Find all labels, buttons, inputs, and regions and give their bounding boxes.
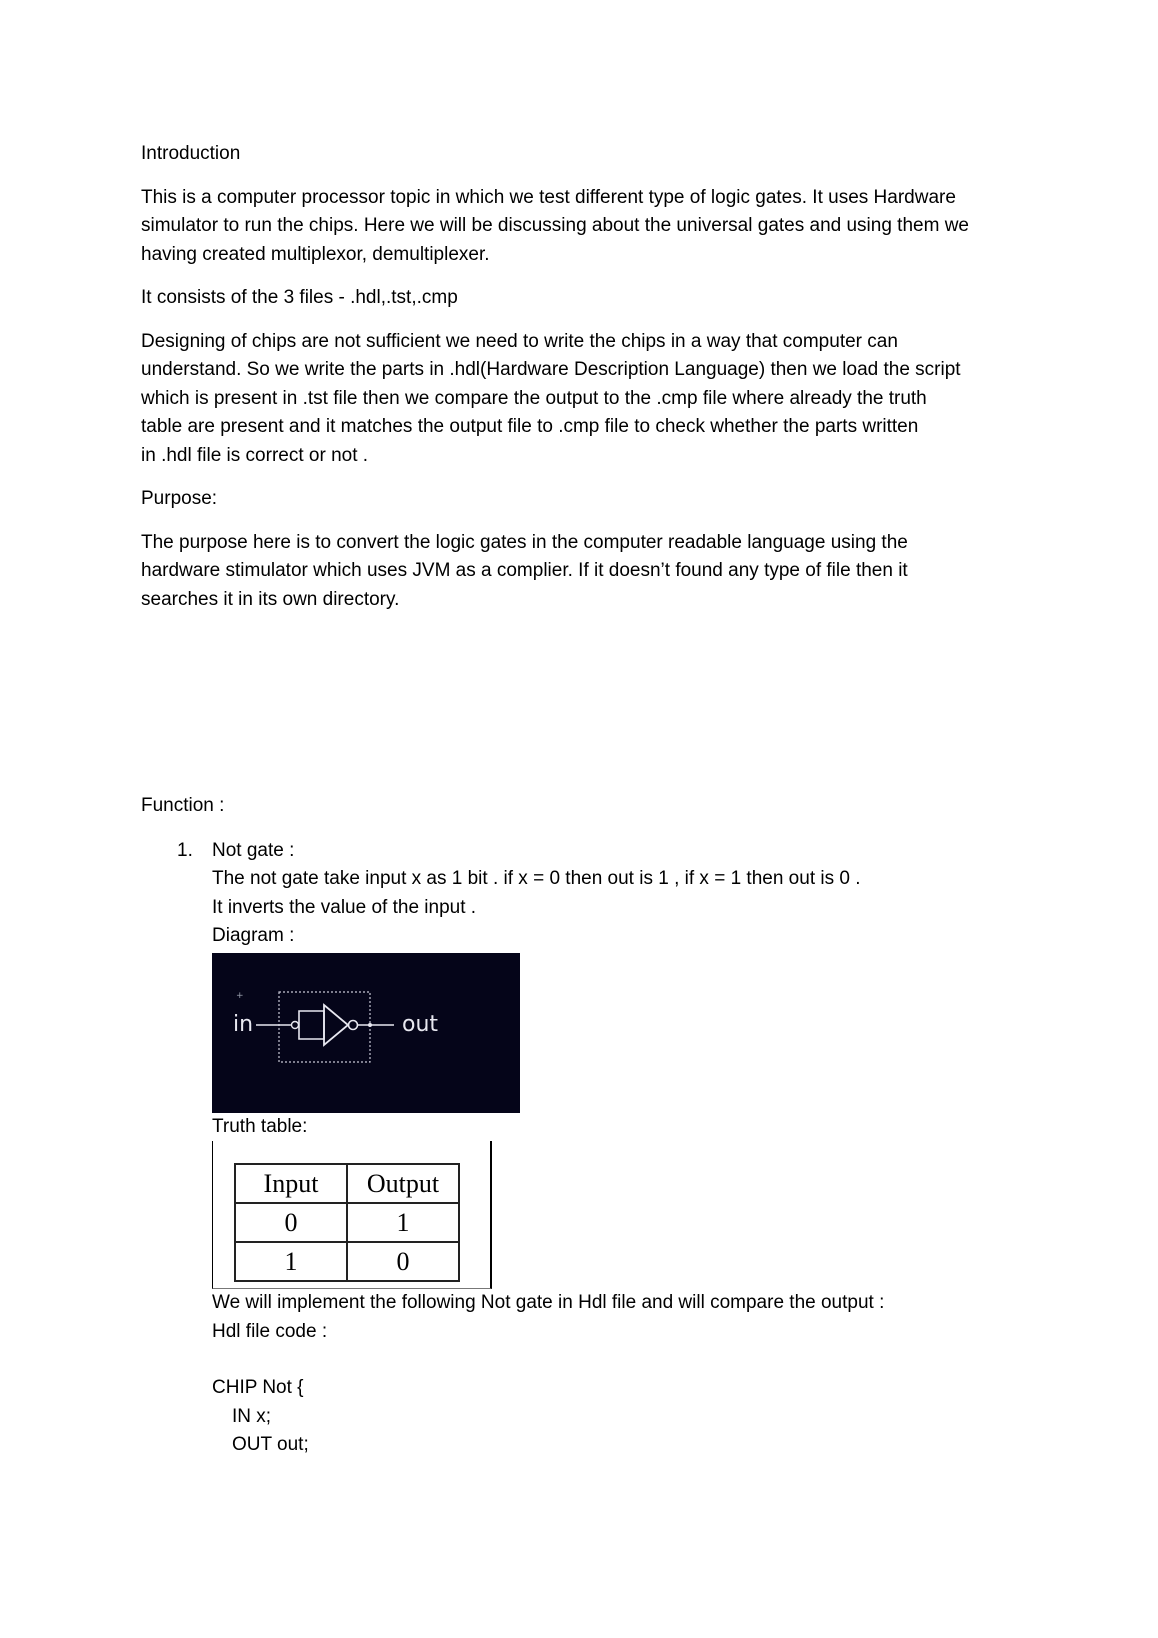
not-gate-desc: It inverts the value of the input . — [212, 896, 477, 918]
truth-table-label: Truth table: — [212, 1115, 308, 1137]
text-line: understand. So we write the parts in .hdl(Hardware Description Language) then we load the script — [141, 359, 961, 380]
input-pin — [292, 1021, 299, 1028]
not-gate-diagram — [212, 953, 520, 1113]
table-row — [235, 1164, 459, 1203]
design-paragraph — [141, 328, 1021, 471]
text-line: having created multiplexor, demultiplexer. — [141, 243, 490, 265]
text-line: hardware stimulator which uses JVM as a complier. If it doesn’t found any type of file then it — [141, 560, 908, 581]
output-pin — [368, 1023, 372, 1027]
text-line: This is a computer processor topic in which we test different type of logic gates. It uses Hardware — [141, 186, 956, 208]
text-line: simulator to run the chips. Here we will be discussing about the universal gates and using them we — [141, 215, 969, 236]
code-line: IN x; — [232, 1405, 272, 1427]
table-row — [235, 1242, 459, 1281]
implement-text: We will implement the following Not gate in Hdl file and will compare the output : — [212, 1292, 885, 1313]
table-cell: 0 — [347, 1242, 459, 1281]
code-label: Hdl file code : — [212, 1320, 328, 1342]
truth-table — [234, 1163, 460, 1282]
text-line: searches it in its own directory. — [141, 588, 400, 610]
not-gate-triangle-icon — [324, 1005, 348, 1045]
intro-paragraph — [141, 184, 1021, 270]
inverter-bubble-icon — [349, 1020, 358, 1029]
table-row — [235, 1203, 459, 1242]
table-cell: 1 — [347, 1203, 459, 1242]
inner-wire — [299, 1011, 324, 1039]
intro-heading: Introduction — [141, 143, 241, 164]
not-gate-desc: The not gate take input x as 1 bit . if x = 0 then out is 1 , if x = 1 then out is 0 . — [212, 868, 861, 889]
diagram-in-label: in — [233, 1011, 254, 1037]
list-number: 1. — [177, 839, 193, 861]
text-line: which is present in .tst file then we compare the output to the .cmp file where already the truth — [141, 387, 927, 409]
document-body — [141, 140, 1021, 1460]
table-cell: 1 — [235, 1242, 347, 1281]
text-line: in .hdl file is correct or not . — [141, 444, 369, 466]
purpose-heading: Purpose: — [141, 488, 218, 509]
purpose-paragraph — [141, 529, 1021, 615]
truth-table-image — [212, 1141, 492, 1289]
diagram-out-label: out — [402, 1011, 439, 1037]
header-output: Output — [347, 1164, 459, 1203]
code-line: CHIP Not { — [212, 1377, 304, 1398]
table-cell: 0 — [235, 1203, 347, 1242]
text-line: table are present and it matches the output file to .cmp file to check whether the parts written — [141, 416, 919, 437]
header-input: Input — [235, 1164, 347, 1203]
function-list — [141, 837, 1021, 1460]
hdl-code-block — [212, 1374, 1021, 1460]
diagram-label: Diagram : — [212, 925, 295, 946]
text-line: The purpose here is to convert the logic gates in the computer readable language using the — [141, 531, 908, 553]
not-gate-title: Not gate : — [212, 839, 295, 861]
text-line: Designing of chips are not sufficient we need to write the chips in a way that computer can — [141, 330, 898, 352]
function-heading: Function : — [141, 795, 225, 816]
files-paragraph: It consists of the 3 files - .hdl,.tst,.cmp — [141, 287, 458, 308]
pin-marker: + — [236, 990, 244, 1001]
code-line: OUT out; — [232, 1434, 309, 1455]
